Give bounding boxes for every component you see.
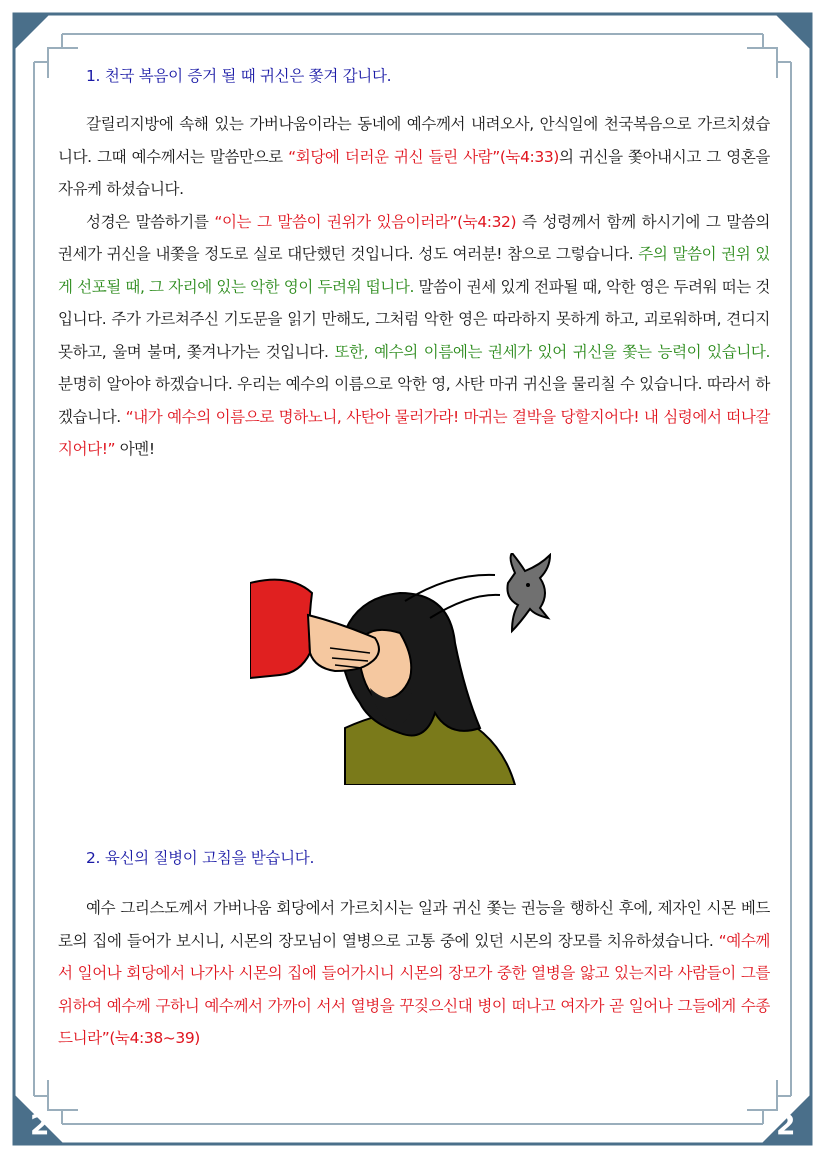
paragraph-2 [58, 206, 770, 466]
text-run: 갈릴리지방에 속해 있는 가버나움이라는 동네에 예수께서 내려오사, 안식일에 천국복음으로 가르치셨습니다. 그때 예수께서는 말씀만으로 [58, 115, 770, 166]
page-number-left: 2 [30, 1108, 50, 1141]
text-run: 예수 그리스도께서 가버나움 회당에서 가르치시는 일과 귀신 쫓는 권능을 행하신 후에, 제자인 시몬 베드로의 집에 들어가 보시니, 시몬의 장모님이 열병으로 고통 중에 있던 시몬의 장모를 치유하셨습니다. [58, 899, 770, 950]
emphasis-text: 또한, 예수의 이름에는 권세가 있어 귀신을 쫓는 능력이 있습니다. [334, 342, 771, 361]
emphasis-text: 주의 말씀이 권위 있게 선포될 때, 그 자리에 있는 악한 영이 두려워 떱니다. [58, 245, 770, 296]
text-run: 즉 성령께서 함께 하시기에 그 말씀의 권세가 귀신을 내쫓을 정도로 실로 대단했던 것입니다. 성도 여러분! 참으로 그렇습니다. [58, 212, 770, 263]
paragraph-3 [58, 892, 770, 1055]
section-1-body [58, 108, 770, 466]
scripture-quote: “예수께서 일어나 회당에서 나가사 시몬의 집에 들어가시니 시몬의 장모가 중한 열병을 앓고 있는지라 사람들이 그를 위하여 예수께 구하니 예수께서 가까이 서서 열병을 꾸짖으신대 병이 떠나고 여자가 곧 일어나 그들에게 수종드니라”(눅4:38~39) [58, 931, 770, 1047]
scripture-quote: “회당에 더러운 귀신 들린 사람”(눅4:33) [288, 147, 559, 166]
section-1-heading: 1. 천국 복음이 증거 될 때 귀신은 쫓겨 갑니다. [86, 67, 392, 85]
text-run: 아멘! [115, 440, 155, 458]
text-run: 말씀이 권세 있게 전파될 때, 악한 영은 두려워 떠는 것입니다. 주가 가르쳐주신 기도문을 읽기 만해도, 그처럼 악한 영은 따라하지 못하게 하고, 괴로워하며, 견디지 못하고, 울며 불며, 쫓겨나가는 것입니다. [58, 277, 770, 361]
text-run: 의 귀신을 쫓아내시고 그 영혼을 자유케 하셨습니다. [58, 147, 770, 198]
section-2-body [58, 892, 770, 1055]
exorcism-illustration [250, 553, 570, 785]
scripture-quote: “이는 그 말씀이 권위가 있음이러라”(눅4:32) [214, 212, 517, 231]
section-2-heading: 2. 육신의 질병이 고침을 받습니다. [86, 849, 315, 867]
text-run: 분명히 알아야 하겠습니다. 우리는 예수의 이름으로 악한 영, 사탄 마귀 귀신을 물리칠 수 있습니다. 따라서 하겠습니다. [58, 375, 770, 426]
paragraph-1 [58, 108, 770, 206]
page-number-right: 2 [776, 1108, 796, 1141]
declaration-quote: “내가 예수의 이름으로 명하노니, 사탄아 물러가라! 마귀는 결박을 당할지어다! 내 심령에서 떠나갈 지어다!” [58, 407, 770, 458]
text-run: 성경은 말씀하기를 [86, 212, 215, 231]
